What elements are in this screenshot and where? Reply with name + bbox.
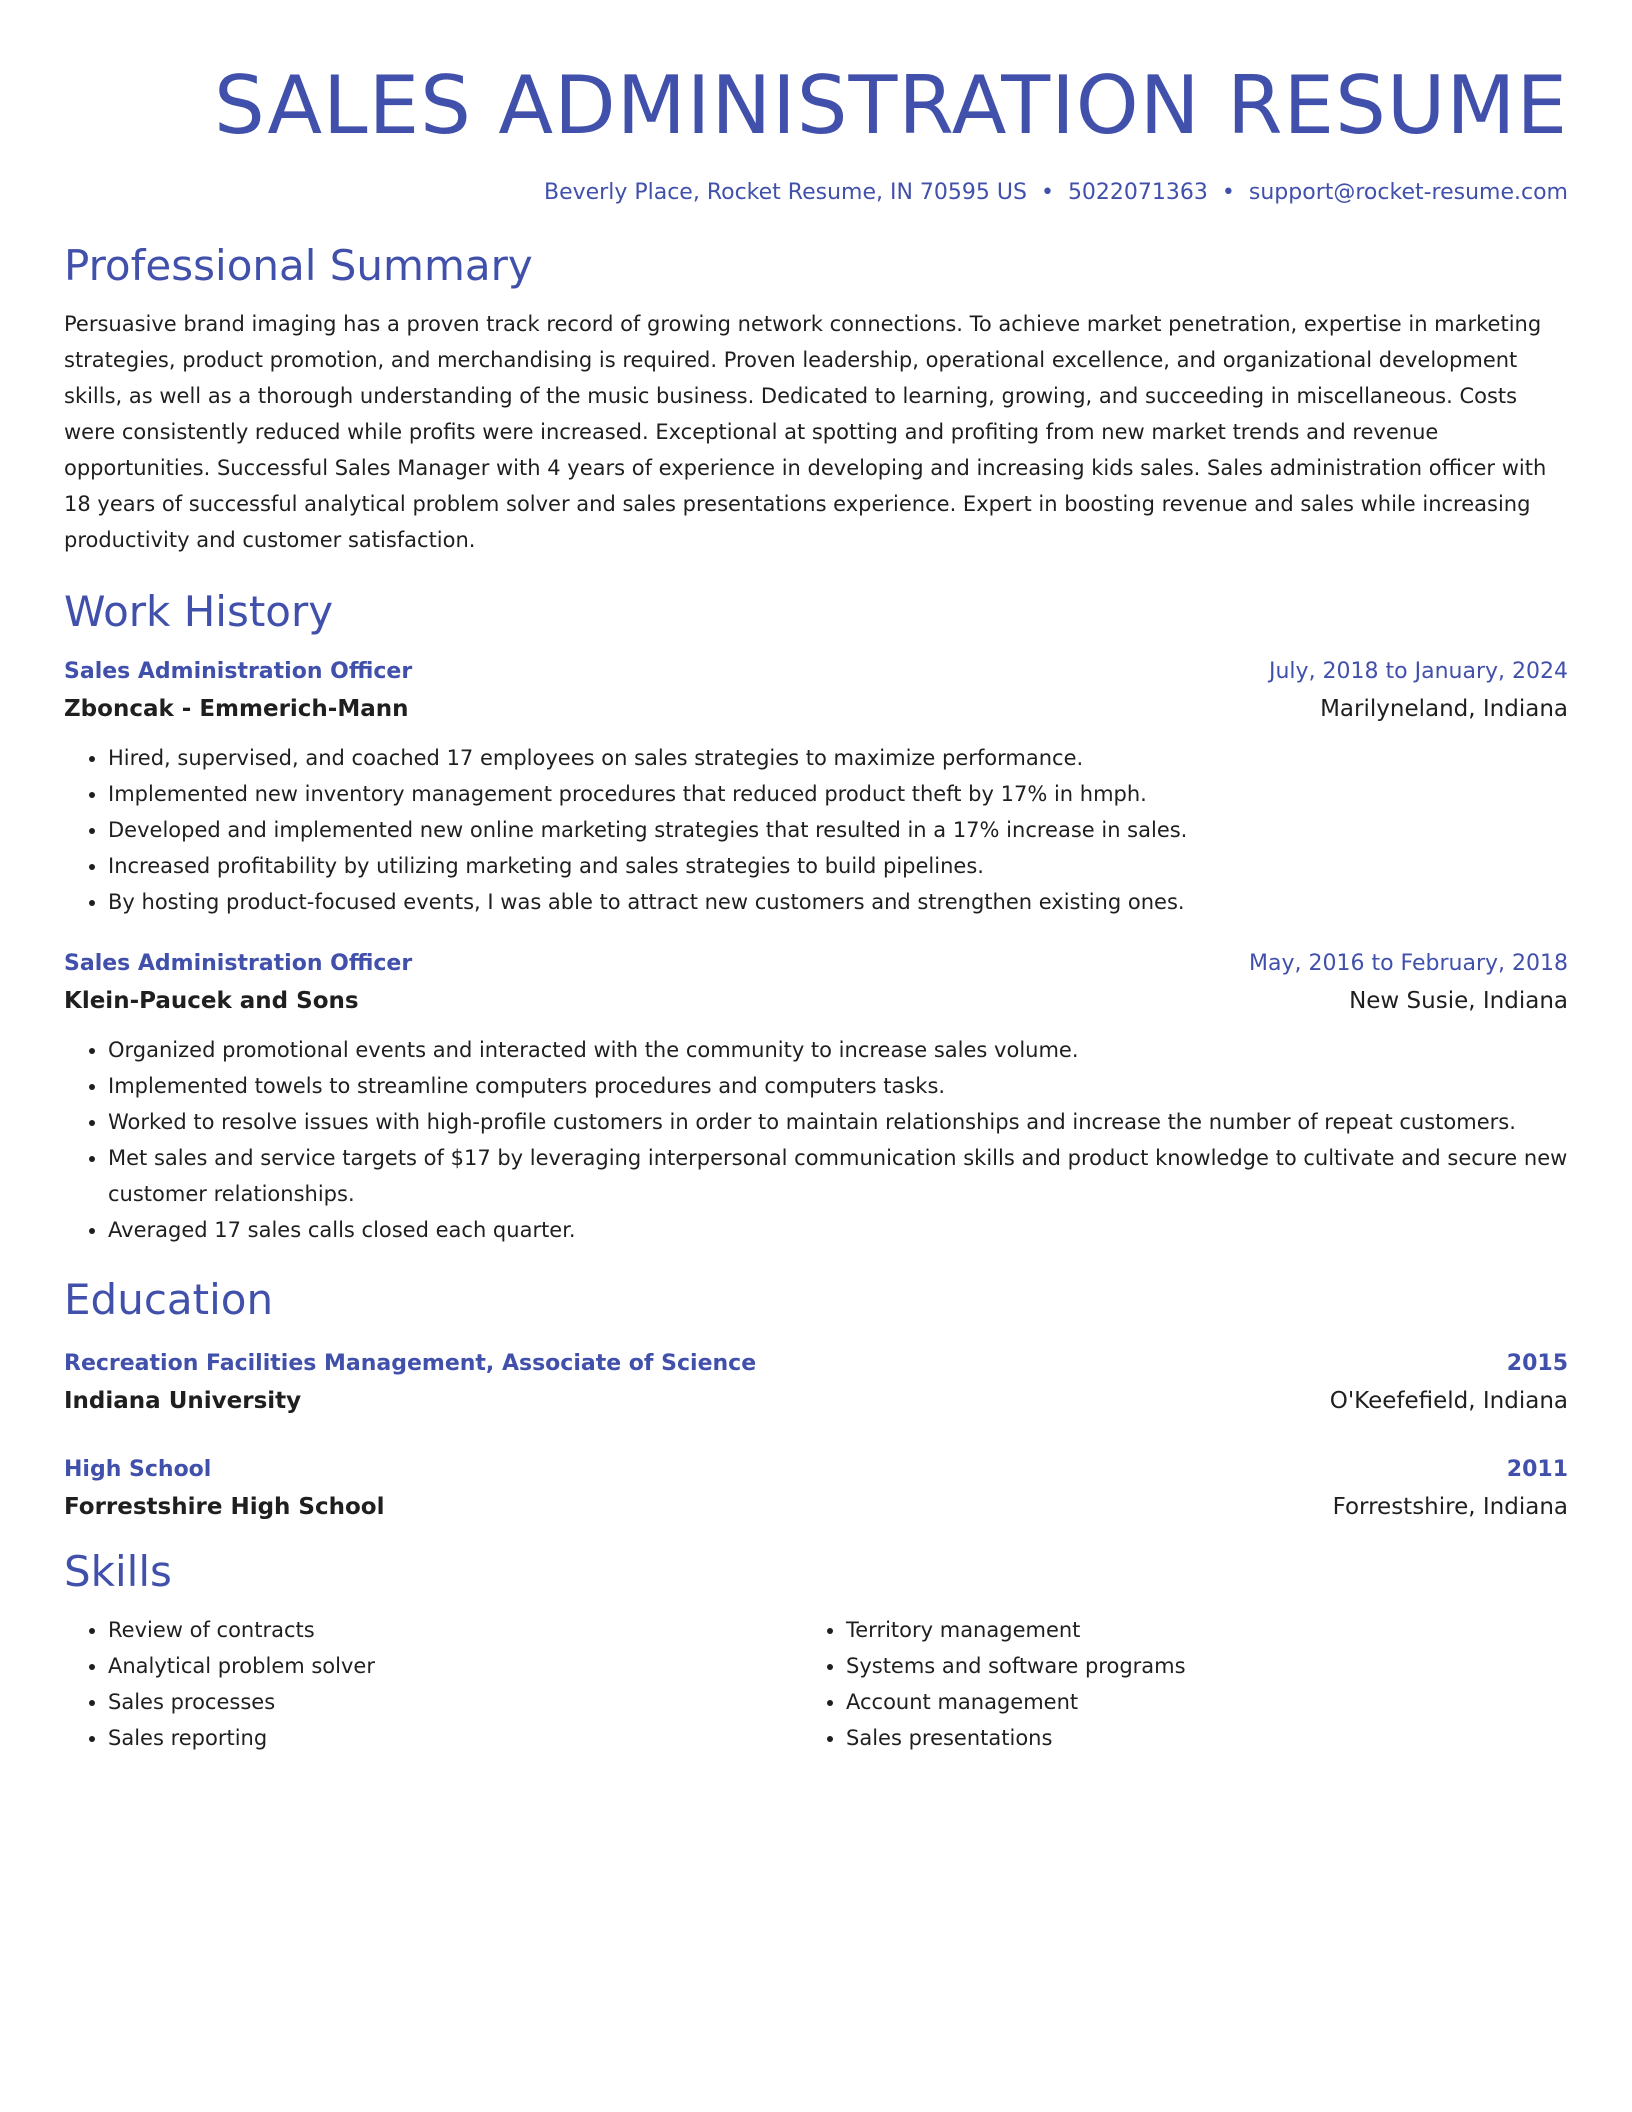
job-bullet: • Averaged 17 sales calls closed each quarter. (108, 1212, 1568, 1248)
job-role: Sales Administration Officer (64, 659, 413, 684)
education-location: Forrestshire, Indiana (1332, 1494, 1568, 1520)
job-bullet: • Organized promotional events and interacted with the community to increase sales volume. (108, 1032, 1568, 1068)
education-entry (64, 1452, 1568, 1526)
education-entry (64, 1346, 1568, 1420)
education-school-row (64, 1382, 1568, 1420)
summary-heading: Professional Summary (64, 241, 533, 290)
skills-column-right (802, 1612, 1540, 1756)
education-degree-row (64, 1452, 1568, 1488)
job-company: Klein-Paucek and Sons (64, 988, 359, 1014)
skill-item: • Review of contracts (108, 1612, 802, 1648)
education-year: 2015 (1506, 1351, 1568, 1376)
skills-heading: Skills (64, 1547, 172, 1596)
skill-item: • Sales presentations (846, 1720, 1540, 1756)
education-school: Forrestshire High School (64, 1494, 385, 1520)
job-bullet: • Increased profitability by utilizing marketing and sales strategies to build pipelines. (108, 848, 1568, 884)
contact-line (64, 178, 1568, 208)
education-school: Indiana University (64, 1388, 302, 1414)
skill-item: • Sales reporting (108, 1720, 802, 1756)
skill-item: • Territory management (846, 1612, 1540, 1648)
job-bullet: • Developed and implemented new online marketing strategies that resulted in a 17% increase in sales. (108, 812, 1568, 848)
job-dates: May, 2016 to February, 2018 (1249, 951, 1568, 976)
contact-separator: • (1221, 180, 1235, 205)
job-role-row (64, 946, 1568, 982)
education-school-row (64, 1488, 1568, 1526)
skill-item: • Account management (846, 1684, 1540, 1720)
job-bullet: • Met sales and service targets of $17 by leveraging interpersonal communication skills and product knowledge to cultivate and secure new customer relationships. (108, 1140, 1568, 1212)
summary-text: Persuasive brand imaging has a proven track record of growing network connections. To achieve market penetration, expertise in marketing strategies, product promotion, and merchandising is required. Proven leadership, operational excellence, and organizational development skills, as well as a thorough understanding of the music business. Dedicated to learning, growing, and succeeding in miscellaneous. Costs were consistently reduced while profits were increased. Exceptional at spotting and profiting from new market trends and revenue opportunities. Successful Sales Manager with 4 years of experience in developing and increasing kids sales. Sales administration officer with 18 years of successful analytical problem solver and sales presentations experience. Expert in boosting revenue and sales while increasing productivity and customer satisfaction. (64, 312, 1547, 552)
job-company-row (64, 690, 1568, 728)
job-location: Marilyneland, Indiana (1320, 696, 1568, 722)
education-degree: Recreation Facilities Management, Associate of Science (64, 1351, 757, 1376)
job-bullet: • Implemented towels to streamline computers procedures and computers tasks. (108, 1068, 1568, 1104)
skills-column-left (64, 1612, 802, 1756)
skill-item: • Analytical problem solver (108, 1648, 802, 1684)
job-bullets (64, 740, 1568, 920)
resume-title: SALES ADMINISTRATION RESUME (214, 59, 1568, 152)
job-role: Sales Administration Officer (64, 951, 413, 976)
job-location: New Susie, Indiana (1349, 988, 1568, 1014)
job-bullet: • Implemented new inventory management procedures that reduced product theft by 17% in hmph. (108, 776, 1568, 812)
job-entry (64, 654, 1568, 920)
skill-item: • Sales processes (108, 1684, 802, 1720)
education-degree-row (64, 1346, 1568, 1382)
job-dates: July, 2018 to January, 2024 (1269, 659, 1568, 684)
job-company: Zboncak - Emmerich-Mann (64, 696, 409, 722)
job-bullet: • Hired, supervised, and coached 17 employees on sales strategies to maximize performance. (108, 740, 1568, 776)
contact-email[interactable]: support@rocket-resume.com (1248, 180, 1568, 205)
job-bullet: • Worked to resolve issues with high-profile customers in order to maintain relationships and increase the number of repeat customers. (108, 1104, 1568, 1140)
resume-header (64, 56, 1568, 208)
job-bullet: • By hosting product-focused events, I was able to attract new customers and strengthen existing ones. (108, 884, 1568, 920)
contact-phone: 5022071363 (1067, 180, 1208, 205)
job-entry (64, 946, 1568, 1248)
education-location: O'Keefefield, Indiana (1329, 1388, 1568, 1414)
education-year: 2011 (1506, 1457, 1568, 1482)
contact-address: Beverly Place, Rocket Resume, IN 70595 US (543, 180, 1027, 205)
contact-separator: • (1040, 180, 1054, 205)
education-degree: High School (64, 1457, 212, 1482)
job-bullets (64, 1032, 1568, 1248)
work-history-heading: Work History (64, 587, 334, 636)
skill-item: • Systems and software programs (846, 1648, 1540, 1684)
job-company-row (64, 982, 1568, 1020)
education-heading: Education (64, 1275, 274, 1324)
skills-list (64, 1612, 1568, 1756)
job-role-row (64, 654, 1568, 690)
